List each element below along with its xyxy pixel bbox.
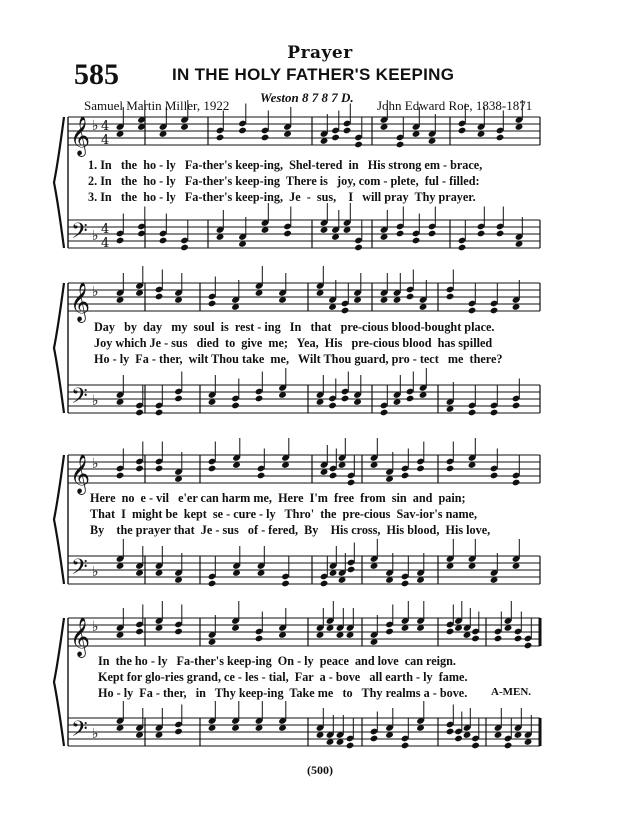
- note-head: [135, 409, 144, 417]
- lyric-line-s4-v2: Kept for glo-ries grand, ce - les - tial, Far a - bove all earth - ly fame.: [98, 670, 468, 684]
- bass-clef-icon: 𝄢: [71, 384, 88, 414]
- lyric-line-s2-v3: Ho - ly Fa - ther, wilt Thou take me, Wilt Thou guard, pro - tect me there?: [94, 352, 503, 366]
- time-signature-icon: 4: [101, 119, 110, 134]
- note-head: [514, 635, 523, 643]
- note-head: [477, 230, 486, 238]
- lyric-line-s3-v2: That I might be kept se - cure - ly Thro' the pre-cious Sav-ior's name,: [90, 507, 478, 521]
- flat-icon: ♭: [92, 619, 99, 635]
- bass-clef-icon: 𝄢: [71, 717, 88, 747]
- time-signature-icon: 4: [101, 236, 110, 251]
- lyric-line-s3-v3: By the prayer that Je - sus of - fered, By His cross, His blood, His love,: [90, 523, 491, 537]
- note-head: [135, 628, 144, 636]
- note-head: [428, 230, 437, 238]
- note-head: [494, 635, 503, 643]
- note-head: [341, 395, 350, 403]
- composer-credit: John Edward Roe, 1838-1871: [377, 98, 533, 113]
- note-head: [343, 127, 352, 135]
- note-head: [238, 127, 247, 135]
- note-head: [412, 237, 421, 245]
- note-head: [490, 409, 499, 417]
- note-head: [341, 307, 350, 315]
- note-head: [155, 293, 164, 301]
- treble-clef-icon: 𝄞: [70, 617, 91, 657]
- note-head: [471, 742, 480, 750]
- note-head: [208, 300, 217, 308]
- flat-icon: ♭: [92, 284, 99, 300]
- note-head: [346, 742, 355, 750]
- note-head: [159, 237, 168, 245]
- note-head: [454, 735, 463, 743]
- note-head: [281, 580, 290, 588]
- brace-icon: [54, 117, 64, 248]
- flat-icon: ♭: [92, 726, 99, 742]
- note-head: [347, 479, 356, 487]
- lyric-line-s4-v3: Ho - ly Fa - ther, in Thy keep-ing Take me to Thy realms a - bove.: [98, 686, 468, 700]
- lyric-line-s2-v2: Joy which Je - sus died to give me; Yea, His pre-cious blood has spilled: [94, 336, 493, 350]
- treble-clef-icon: 𝄞: [70, 116, 91, 156]
- note-head: [380, 409, 389, 417]
- note-head: [283, 230, 292, 238]
- note-head: [255, 395, 264, 403]
- brace-icon: [54, 618, 64, 746]
- note-head: [396, 141, 405, 149]
- note-head: [320, 580, 329, 588]
- brace-icon: [54, 283, 64, 413]
- note-head: [416, 465, 425, 473]
- hymn-number: 585: [74, 58, 119, 91]
- note-head: [208, 465, 217, 473]
- note-head: [116, 472, 125, 480]
- lyric-line-s1-v2: 2. In the ho - ly Fa-ther's keep-ing There is joy, com - plete, ful - filled:: [88, 174, 480, 188]
- treble-clef-icon: 𝄞: [70, 454, 91, 494]
- lyric-line-s1-v3: 3. In the ho - ly Fa-ther's keep-ing, Je - sus, I will pray Thy prayer.: [88, 190, 476, 204]
- note-head: [504, 742, 513, 750]
- note-head: [446, 728, 455, 736]
- flat-icon: ♭: [92, 118, 99, 134]
- section-heading: Prayer: [287, 43, 353, 63]
- note-head: [512, 402, 521, 410]
- note-head: [401, 580, 410, 588]
- lyric-line-s1-v1: 1. In the ho - ly Fa-ther's keep-ing, Shel-tered in His strong em - brace,: [88, 158, 483, 172]
- amen-label: A-MEN.: [491, 686, 532, 698]
- note-head: [174, 628, 183, 636]
- lyric-line-s4-v1: In the ho - ly Fa-ther's keep-ing On - ly peace and love can reign.: [98, 654, 456, 668]
- note-head: [401, 472, 410, 480]
- note-head: [329, 472, 338, 480]
- flat-icon: ♭: [92, 228, 99, 244]
- note-head: [458, 127, 467, 135]
- note-head: [446, 628, 455, 636]
- note-head: [496, 134, 505, 142]
- note-head: [446, 293, 455, 301]
- note-head: [468, 409, 477, 417]
- note-head: [354, 244, 363, 252]
- note-head: [216, 134, 225, 142]
- note-head: [385, 628, 394, 636]
- bass-clef-icon: 𝄢: [71, 219, 88, 249]
- note-head: [135, 465, 144, 473]
- note-head: [512, 479, 521, 487]
- note-head: [116, 237, 125, 245]
- note-head: [180, 244, 189, 252]
- page-number: (500): [307, 763, 333, 777]
- note-head: [354, 141, 363, 149]
- note-head: [490, 307, 499, 315]
- author-credit: Samuel Martin Miller, 1922: [84, 98, 230, 113]
- note-head: [458, 244, 467, 252]
- note-head: [231, 402, 240, 410]
- lyric-line-s3-v1: Here no e - vil e'er can harm me, Here I'm free from sin and pain;: [90, 491, 466, 505]
- note-head: [257, 472, 266, 480]
- brace-icon: [54, 455, 64, 584]
- note-head: [255, 635, 264, 643]
- note-head: [396, 230, 405, 238]
- treble-clef-icon: 𝄞: [70, 282, 91, 322]
- bass-clef-icon: 𝄢: [71, 555, 88, 585]
- note-head: [155, 465, 164, 473]
- tune-name: Weston 8 7 8 7 D.: [260, 90, 354, 105]
- note-head: [446, 465, 455, 473]
- note-head: [490, 472, 499, 480]
- note-head: [401, 742, 410, 750]
- hymn-title: IN THE HOLY FATHER'S KEEPING: [172, 65, 455, 84]
- note-head: [496, 230, 505, 238]
- note-head: [261, 134, 270, 142]
- note-head: [406, 293, 415, 301]
- note-head: [174, 728, 183, 736]
- note-head: [328, 402, 337, 410]
- note-head: [370, 735, 379, 743]
- note-head: [524, 642, 533, 650]
- flat-icon: ♭: [92, 564, 99, 580]
- note-head: [468, 307, 477, 315]
- lyric-line-s2-v1: Day by day my soul is rest - ing In that pre-cious blood-bought place.: [94, 320, 495, 334]
- note-head: [347, 566, 356, 574]
- flat-icon: ♭: [92, 393, 99, 409]
- note-head: [406, 395, 415, 403]
- note-head: [471, 635, 480, 643]
- note-head: [174, 395, 183, 403]
- time-signature-icon: 4: [101, 133, 110, 148]
- note-head: [155, 409, 164, 417]
- time-signature-icon: 4: [101, 222, 110, 237]
- flat-icon: ♭: [92, 456, 99, 472]
- note-head: [331, 134, 340, 142]
- note-head: [208, 580, 217, 588]
